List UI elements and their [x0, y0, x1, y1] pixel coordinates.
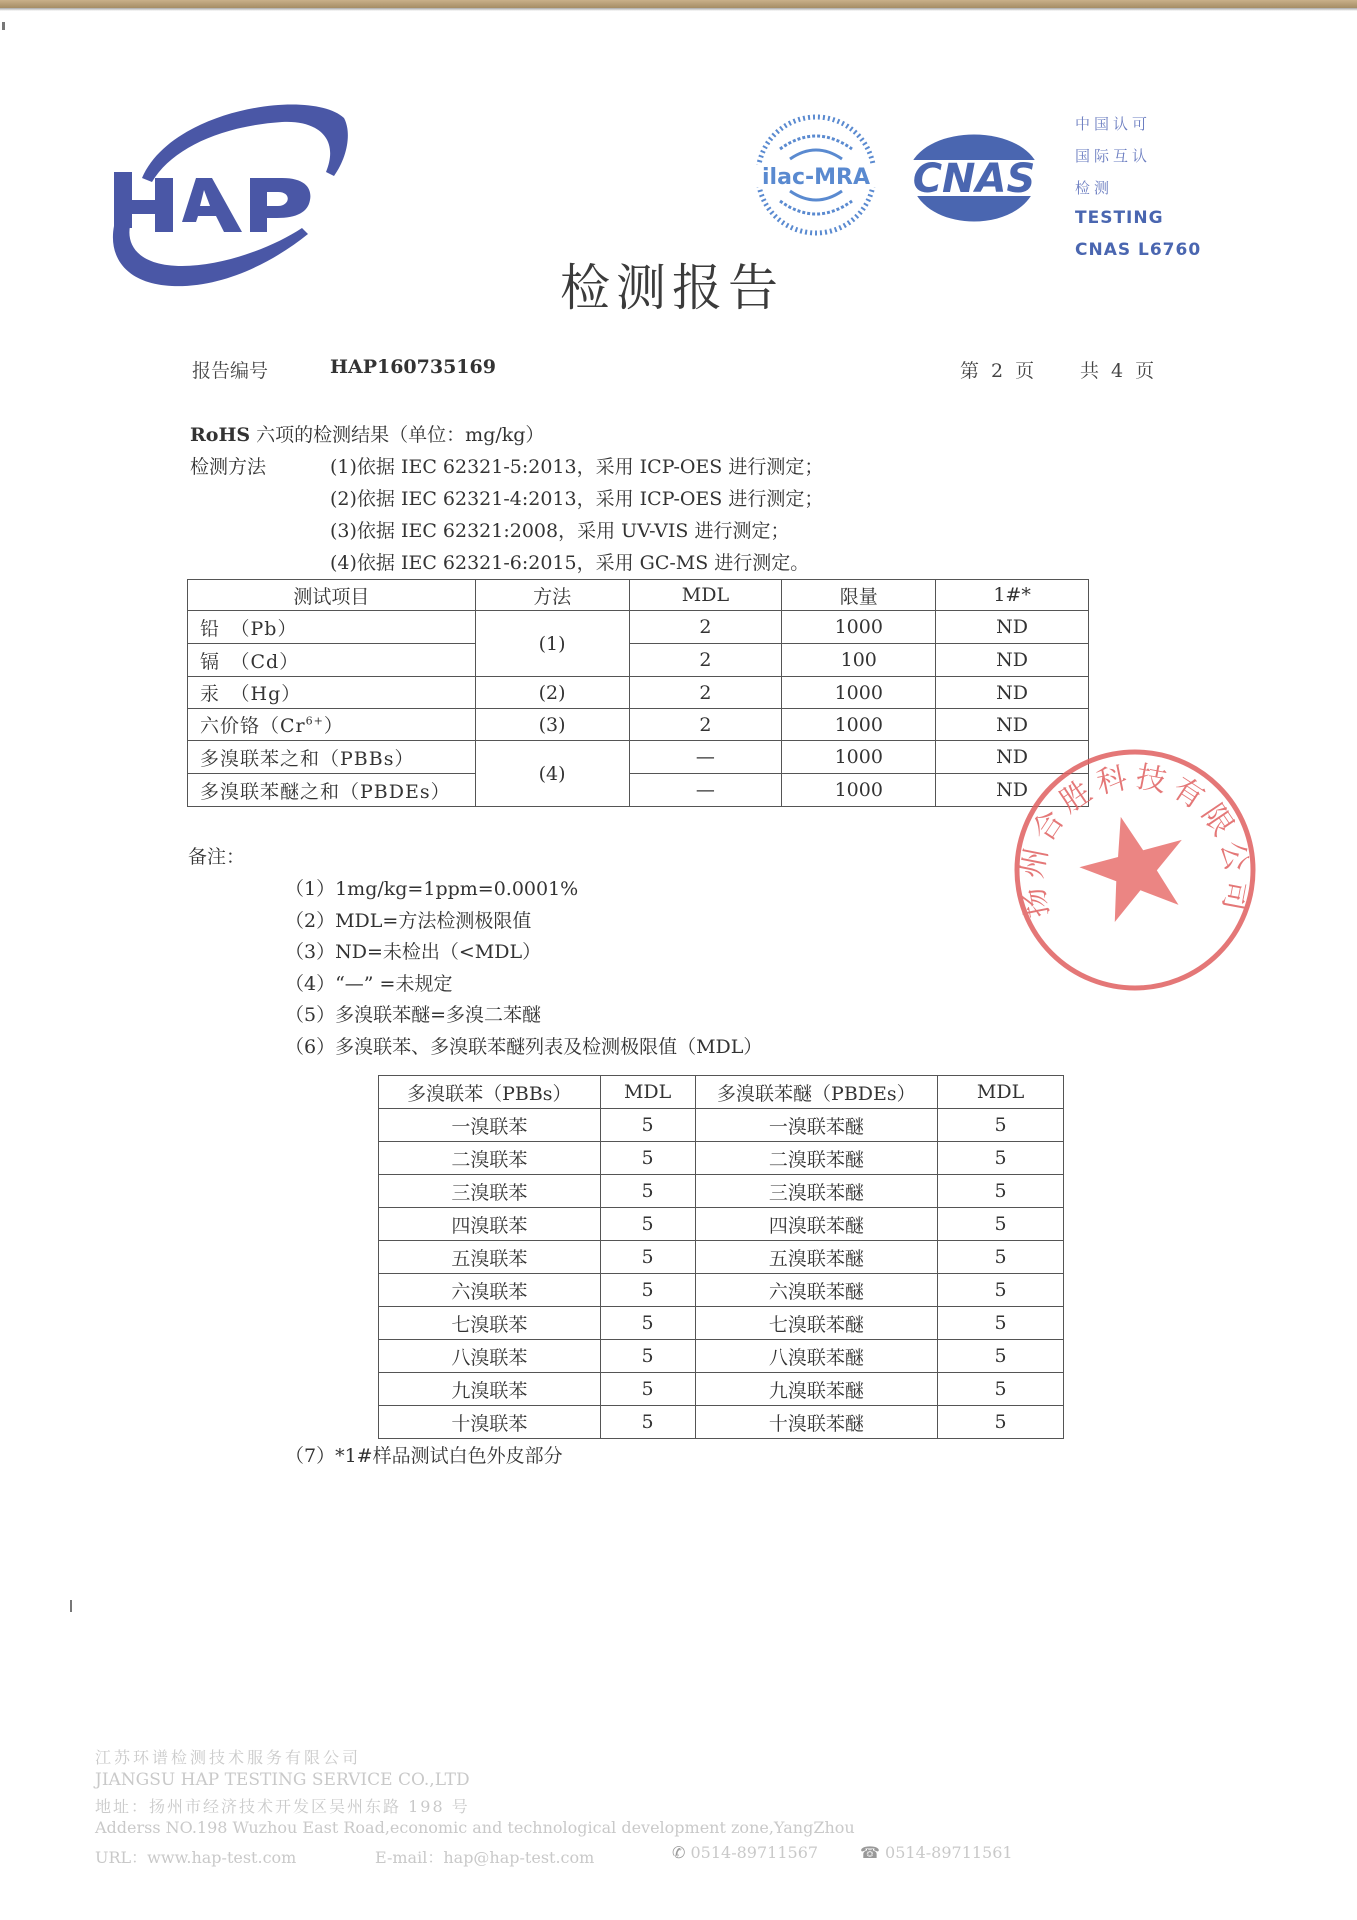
pbb-mdl: 5: [600, 1241, 695, 1274]
email-link[interactable]: hap@hap-test.com: [443, 1848, 595, 1867]
pbde-mdl: 5: [938, 1406, 1064, 1439]
test-method: (1): [475, 611, 629, 677]
test-method: (4): [475, 741, 629, 807]
notes-heading: 备注：: [188, 846, 246, 868]
result-value: ND: [936, 741, 1089, 774]
svg-text:CNAS: CNAS: [912, 156, 1036, 202]
pbb-mdl: 5: [600, 1142, 695, 1175]
pbb-mdl: 5: [600, 1208, 695, 1241]
test-item-text: ）: [323, 715, 344, 737]
table-header-row: [379, 1076, 1064, 1109]
test-item: 多溴联苯之和（PBBs）: [188, 741, 476, 774]
test-item: 汞 （Hg）: [188, 677, 476, 709]
table-row: [188, 709, 1089, 741]
result-value: ND: [936, 709, 1089, 741]
pbb-mdl: 5: [600, 1340, 695, 1373]
fax-number: 0514-89711561: [885, 1843, 1013, 1862]
footer-email: [375, 1845, 594, 1868]
url-link[interactable]: www.hap-test.com: [147, 1848, 297, 1867]
table-row: [379, 1307, 1064, 1340]
footer-url: [95, 1845, 296, 1868]
note-item: （7）*1#样品测试白色外皮部分: [285, 1445, 563, 1467]
test-method: (2): [475, 677, 629, 709]
pbde-name: 四溴联苯醚: [695, 1208, 938, 1241]
column-header: 测试项目: [188, 580, 476, 611]
ilac-mra-logo: [750, 113, 882, 237]
footer-company-cn: 江苏环谱检测技术服务有限公司: [95, 1748, 362, 1767]
pbde-mdl: 5: [938, 1340, 1064, 1373]
pbb-name: 一溴联苯: [379, 1109, 601, 1142]
limit-value: 1000: [782, 611, 936, 644]
footer-fax: [860, 1843, 1013, 1862]
table-row: [379, 1274, 1064, 1307]
pbde-name: 八溴联苯醚: [695, 1340, 938, 1373]
pbb-name: 二溴联苯: [379, 1142, 601, 1175]
url-label: URL：: [95, 1848, 148, 1867]
note-item: （4）“—” =未规定: [285, 973, 453, 995]
pbde-name: 六溴联苯醚: [695, 1274, 938, 1307]
column-header: 限量: [782, 580, 936, 611]
pbb-name: 九溴联苯: [379, 1373, 601, 1406]
method-line: (1)依据 IEC 62321-5:2013，采用 ICP-OES 进行测定；: [330, 456, 824, 478]
pbb-mdl: 5: [600, 1274, 695, 1307]
email-label: E-mail：: [375, 1848, 444, 1867]
table-row: [379, 1241, 1064, 1274]
pbb-name: 七溴联苯: [379, 1307, 601, 1340]
accreditation-line: 检测: [1075, 179, 1114, 197]
table-row: [379, 1406, 1064, 1439]
mdl-value: 2: [629, 709, 782, 741]
result-value: ND: [936, 774, 1089, 807]
test-item: 镉 （Cd）: [188, 644, 476, 677]
report-no-label: 报告编号: [192, 360, 269, 382]
pbde-mdl: 5: [938, 1307, 1064, 1340]
testing-label: TESTING: [1075, 208, 1164, 228]
note-item: （6）多溴联苯、多溴联苯醚列表及检测极限值（MDL）: [285, 1036, 763, 1058]
scan-speck: [2, 22, 5, 30]
pbde-name: 七溴联苯醚: [695, 1307, 938, 1340]
pbb-name: 六溴联苯: [379, 1274, 601, 1307]
pbb-name: 五溴联苯: [379, 1241, 601, 1274]
pbde-mdl: 5: [938, 1373, 1064, 1406]
pbde-mdl: 5: [938, 1274, 1064, 1307]
pbb-pbde-table: [378, 1075, 1064, 1439]
mdl-value: 2: [629, 611, 782, 644]
mdl-value: —: [629, 774, 782, 807]
result-value: ND: [936, 611, 1089, 644]
table-row: [188, 741, 1089, 774]
pbb-name: 十溴联苯: [379, 1406, 601, 1439]
table-header-row: [188, 580, 1089, 611]
results-table: [187, 579, 1089, 807]
fax-icon: ☎: [860, 1843, 880, 1862]
stamp-text: 扬州合胜科技有限公司: [1014, 759, 1256, 921]
cnas-logo: [898, 124, 1050, 232]
pbde-name: 三溴联苯醚: [695, 1175, 938, 1208]
document-title: 检测报告: [560, 259, 784, 317]
scan-edge-shadow: [0, 8, 1357, 11]
page-number: 第 2 页: [960, 360, 1035, 382]
result-value: ND: [936, 677, 1089, 709]
table-row: [188, 774, 1089, 807]
pbb-mdl: 5: [600, 1307, 695, 1340]
scan-edge: [0, 0, 1357, 8]
method-line: (4)依据 IEC 62321-6:2015，采用 GC-MS 进行测定。: [330, 552, 810, 574]
results-heading-text: 六项的检测结果（单位：mg/kg）: [250, 424, 545, 446]
footer-company-en: JIANGSU HAP TESTING SERVICE CO.,LTD: [95, 1770, 470, 1790]
table-row: [379, 1340, 1064, 1373]
limit-value: 1000: [782, 741, 936, 774]
report-no: HAP160735169: [330, 356, 496, 378]
limit-value: 100: [782, 644, 936, 677]
results-heading: [190, 420, 544, 447]
accreditation-line: 国际互认: [1075, 147, 1152, 165]
pbb-mdl: 5: [600, 1175, 695, 1208]
footer-phone: [672, 1843, 818, 1862]
table-row: [188, 611, 1089, 644]
pbde-name: 五溴联苯醚: [695, 1241, 938, 1274]
test-item: 铅 （Pb）: [188, 611, 476, 644]
table-row: [379, 1142, 1064, 1175]
table-row: [379, 1109, 1064, 1142]
pbde-name: 一溴联苯醚: [695, 1109, 938, 1142]
table-row: [188, 644, 1089, 677]
note-item: （5）多溴联苯醚=多溴二苯醚: [285, 1004, 542, 1026]
note-item: （1）1mg/kg=1ppm=0.0001%: [285, 878, 579, 900]
test-item-text: 六价铬（Cr: [200, 715, 306, 737]
svg-text:ilac-MRA: ilac-MRA: [762, 165, 870, 190]
pbde-mdl: 5: [938, 1208, 1064, 1241]
phone-number: 0514-89711567: [690, 1843, 819, 1862]
scan-speck: [70, 1600, 72, 1612]
mdl-value: 2: [629, 677, 782, 709]
footer-address-cn: 地址：扬州市经济技术开发区吴州东路 198 号: [95, 1797, 470, 1816]
note-item: （2）MDL=方法检测极限值: [285, 910, 532, 932]
pbde-name: 二溴联苯醚: [695, 1142, 938, 1175]
footer-address-en: Adderss NO.198 Wuzhou East Road,economic and technological development zone,YangZhou: [95, 1818, 855, 1837]
column-header: MDL: [938, 1076, 1064, 1109]
pbb-mdl: 5: [600, 1109, 695, 1142]
method-label: 检测方法: [190, 456, 267, 478]
column-header: 多溴联苯（PBBs）: [379, 1076, 601, 1109]
mdl-value: —: [629, 741, 782, 774]
pbde-mdl: 5: [938, 1109, 1064, 1142]
result-value: ND: [936, 644, 1089, 677]
pbb-mdl: 5: [600, 1373, 695, 1406]
table-row: [379, 1373, 1064, 1406]
column-header: 多溴联苯醚（PBDEs）: [695, 1076, 938, 1109]
column-header: 方法: [475, 580, 629, 611]
limit-value: 1000: [782, 709, 936, 741]
pbde-mdl: 5: [938, 1241, 1064, 1274]
pbb-name: 八溴联苯: [379, 1340, 601, 1373]
pbde-name: 十溴联苯醚: [695, 1406, 938, 1439]
limit-value: 1000: [782, 677, 936, 709]
pbb-name: 三溴联苯: [379, 1175, 601, 1208]
rohs-label: RoHS: [190, 424, 251, 446]
pbde-name: 九溴联苯醚: [695, 1373, 938, 1406]
column-header: MDL: [629, 580, 782, 611]
table-row: [379, 1175, 1064, 1208]
page-total: 共 4 页: [1080, 360, 1155, 382]
test-item: 多溴联苯醚之和（PBDEs）: [188, 774, 476, 807]
phone-icon: ✆: [672, 1843, 686, 1862]
test-item: [188, 709, 476, 741]
hap-logo: [112, 98, 357, 288]
table-row: [379, 1208, 1064, 1241]
method-line: (3)依据 IEC 62321:2008，采用 UV-VIS 进行测定；: [330, 520, 790, 542]
test-method: (3): [475, 709, 629, 741]
column-header: MDL: [600, 1076, 695, 1109]
pbde-mdl: 5: [938, 1142, 1064, 1175]
table-row: [188, 677, 1089, 709]
pbb-name: 四溴联苯: [379, 1208, 601, 1241]
column-header: 1#*: [936, 580, 1089, 611]
method-line: (2)依据 IEC 62321-4:2013，采用 ICP-OES 进行测定；: [330, 488, 824, 510]
superscript: 6+: [305, 714, 324, 728]
company-stamp: [1010, 745, 1260, 995]
pbb-mdl: 5: [600, 1406, 695, 1439]
cnas-number: CNAS L6760: [1075, 240, 1202, 260]
note-item: （3）ND=未检出（<MDL）: [285, 941, 542, 963]
pbde-mdl: 5: [938, 1175, 1064, 1208]
limit-value: 1000: [782, 774, 936, 807]
mdl-value: 2: [629, 644, 782, 677]
accreditation-line: 中国认可: [1075, 115, 1152, 133]
